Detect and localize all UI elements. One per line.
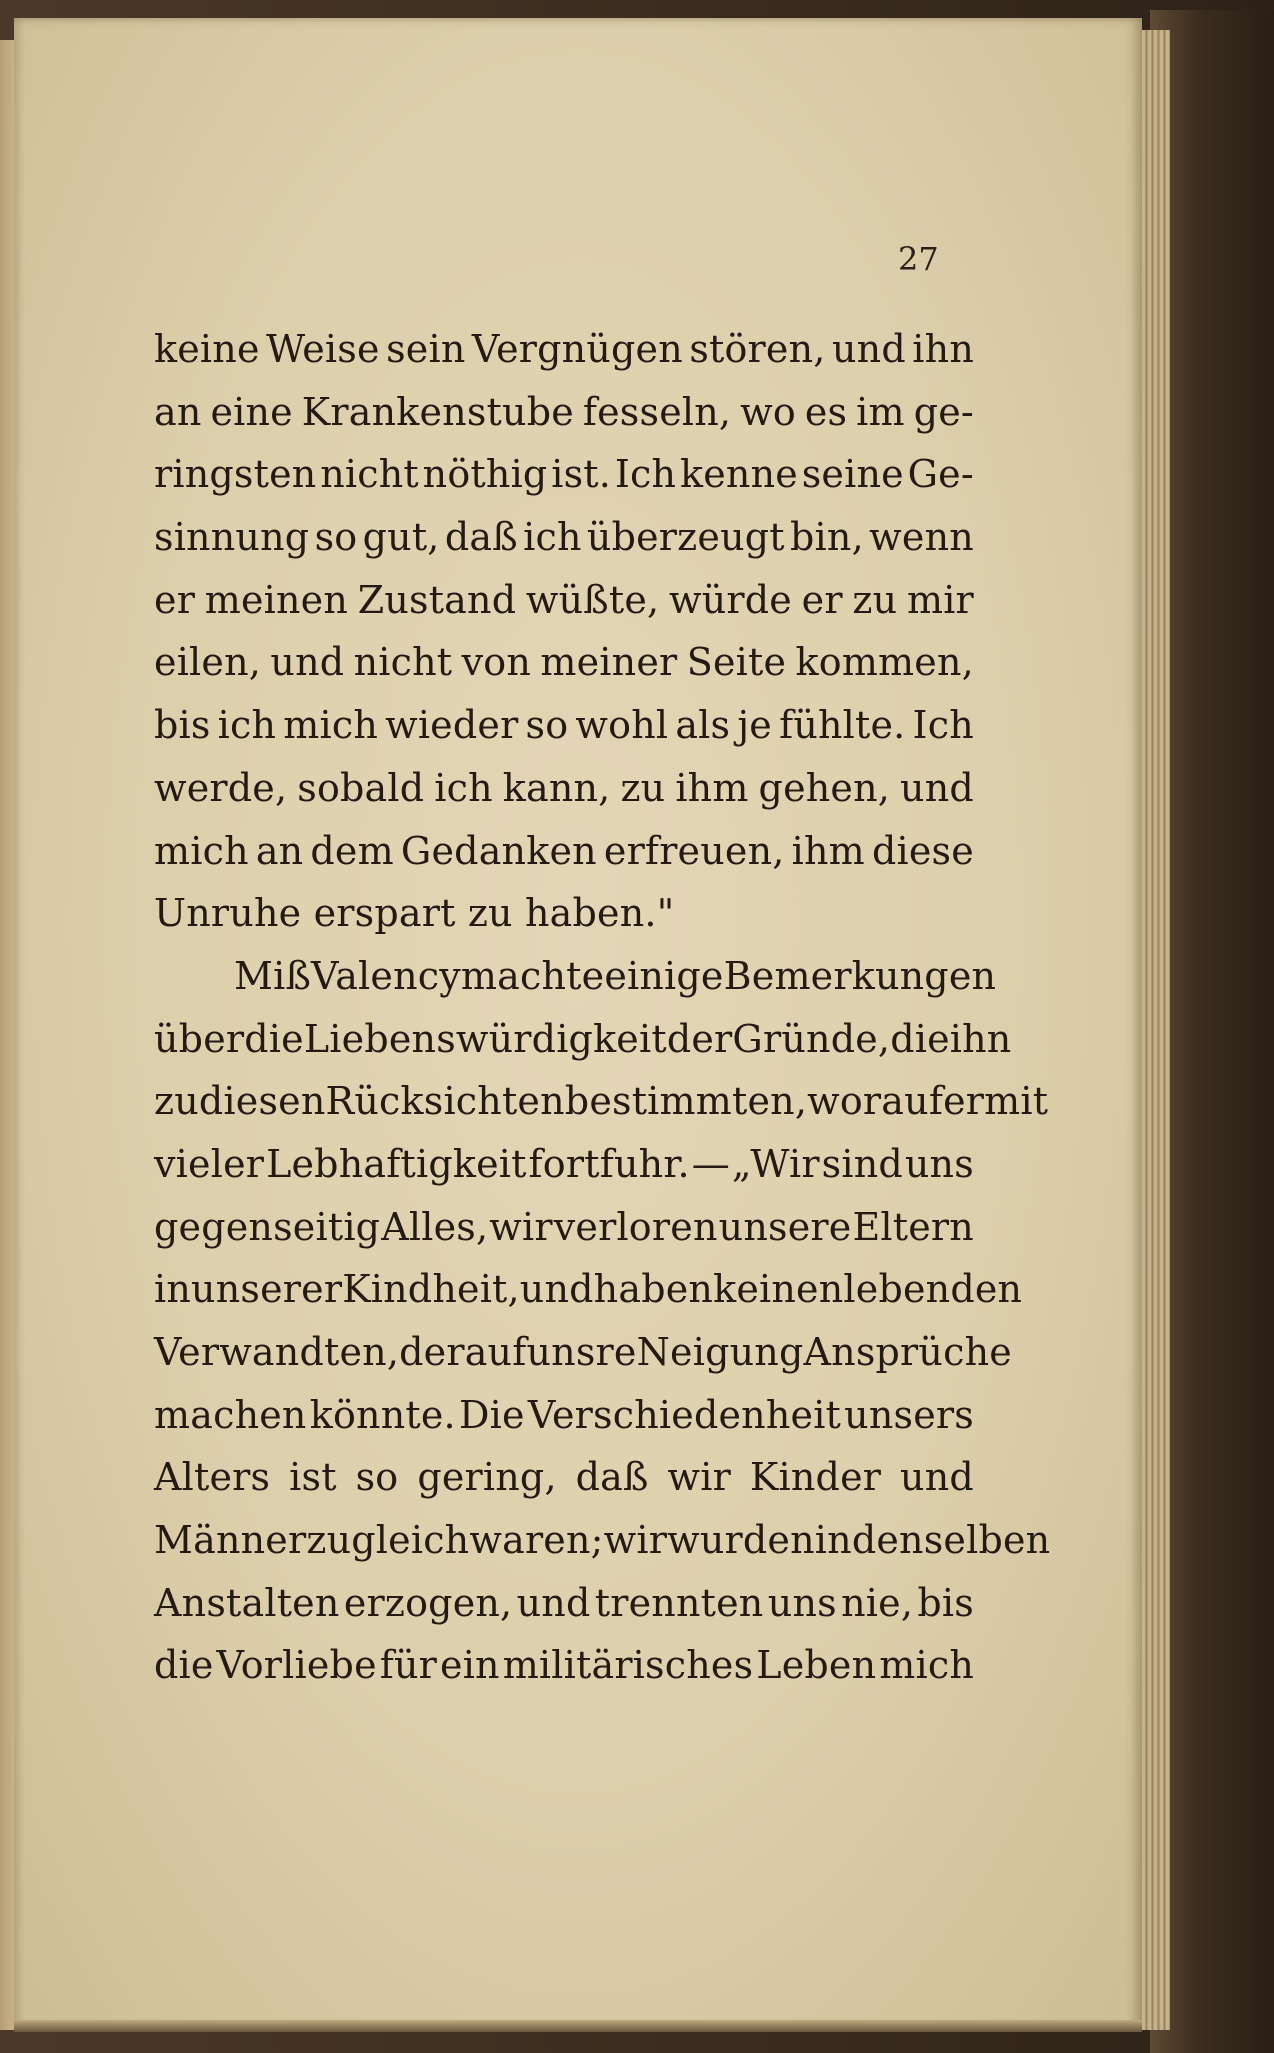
text-line xyxy=(154,631,974,694)
word: einige xyxy=(604,953,724,998)
word: diese xyxy=(871,828,974,873)
word: von xyxy=(461,640,532,685)
word: gut, xyxy=(362,515,440,560)
word: und xyxy=(900,765,974,810)
word: wir xyxy=(603,1518,668,1563)
text-line xyxy=(154,1070,1049,1133)
text-line xyxy=(154,569,974,632)
word: — xyxy=(691,1141,730,1186)
word: Vergnügen xyxy=(471,327,683,371)
word: Weise xyxy=(266,327,380,371)
word: gegenseitig xyxy=(154,1204,381,1249)
word: ihm xyxy=(791,828,865,873)
word: machen xyxy=(154,1392,307,1437)
text-line xyxy=(154,1133,974,1196)
word: Miß xyxy=(234,953,312,998)
word: zu xyxy=(852,577,898,622)
word: dem xyxy=(310,828,394,873)
page-bottom-edge xyxy=(14,2020,1142,2032)
word: bin, xyxy=(790,515,864,560)
word: gering, xyxy=(417,1455,557,1500)
word: Vorliebe xyxy=(216,1643,377,1688)
word: Die xyxy=(458,1392,525,1437)
word: machte xyxy=(460,953,605,998)
word: Eltern xyxy=(852,1204,974,1249)
word: nicht xyxy=(353,640,453,685)
word: auf xyxy=(464,1330,527,1374)
word: Verschiedenheit xyxy=(527,1392,842,1437)
word: ihn xyxy=(912,327,974,371)
word: uns xyxy=(904,1141,974,1186)
word: wenn xyxy=(869,515,974,560)
text-line xyxy=(154,1446,974,1509)
text-line xyxy=(154,945,997,1008)
word: er xyxy=(154,577,196,622)
word: mit xyxy=(984,1079,1049,1124)
word: könnte. xyxy=(309,1392,456,1437)
word: würde xyxy=(669,577,792,622)
word: zugleich xyxy=(306,1518,470,1563)
word: er xyxy=(943,1079,985,1124)
word: fühlte. xyxy=(779,703,906,748)
word: es xyxy=(804,389,848,434)
text-line xyxy=(154,820,974,883)
word: haben xyxy=(593,1267,714,1312)
word: Gedanken xyxy=(400,828,597,873)
text-line xyxy=(154,1509,1051,1572)
word: sind xyxy=(821,1141,903,1186)
word: waren; xyxy=(469,1518,604,1563)
word: als xyxy=(675,703,731,748)
word: unsre xyxy=(526,1330,637,1374)
word: lebenden xyxy=(843,1267,1023,1312)
word: Ich xyxy=(614,452,677,497)
word: zu xyxy=(154,1079,199,1124)
word: gehen, xyxy=(758,765,891,810)
word: ihn xyxy=(949,1016,1012,1061)
word: in xyxy=(814,1518,852,1563)
word: bestimmten, xyxy=(564,1079,808,1124)
text-line xyxy=(154,443,974,506)
word: wo xyxy=(740,389,796,434)
word: mich xyxy=(879,1643,974,1688)
word: und xyxy=(832,327,906,371)
word: denselben xyxy=(851,1518,1051,1563)
word: Bemerkungen xyxy=(723,953,997,998)
word: sobald xyxy=(297,765,425,810)
word: erfreuen, xyxy=(603,828,785,873)
word: ein xyxy=(440,1643,500,1688)
word: fortfuhr. xyxy=(528,1141,690,1186)
word: worauf xyxy=(807,1079,944,1124)
word: meinen xyxy=(204,577,349,622)
word: militärisches xyxy=(502,1643,754,1688)
word: und xyxy=(270,640,345,685)
word: Männer xyxy=(154,1518,307,1563)
text-line xyxy=(154,1258,1023,1321)
word: daß xyxy=(444,515,518,560)
word: zu xyxy=(620,765,666,810)
text-line xyxy=(154,1572,974,1635)
word: „Wir xyxy=(731,1141,820,1186)
word: in xyxy=(154,1267,192,1312)
word: mich xyxy=(283,703,379,748)
word: seine xyxy=(801,452,904,497)
word: so xyxy=(314,515,358,560)
word: unserer xyxy=(191,1267,343,1312)
word: unsere xyxy=(718,1204,852,1249)
text-line xyxy=(154,757,974,820)
word: wüßte, xyxy=(525,577,660,622)
word: die xyxy=(890,1016,950,1061)
word: Verwandten, xyxy=(154,1330,400,1374)
word: Kindheit, xyxy=(342,1267,520,1312)
text-line xyxy=(154,1634,974,1697)
word: je xyxy=(737,703,772,748)
word: eilen, xyxy=(154,640,262,685)
word: verloren xyxy=(553,1204,718,1249)
word: Valency xyxy=(311,953,461,998)
word: ringsten xyxy=(154,452,317,497)
word: und xyxy=(516,1580,591,1625)
word: keinen xyxy=(713,1267,844,1312)
word: wurden xyxy=(667,1518,815,1563)
word: vieler xyxy=(154,1141,265,1186)
word: stören, xyxy=(689,327,826,371)
text-line xyxy=(154,1196,974,1259)
word: Alles, xyxy=(381,1204,489,1249)
text-line xyxy=(154,1008,1012,1071)
word: nicht xyxy=(320,452,419,497)
word: für xyxy=(379,1643,438,1688)
text-line: Unruhe erspart zu haben." xyxy=(154,891,675,936)
word: Neigung xyxy=(636,1330,804,1374)
word: er xyxy=(801,577,843,622)
book-page xyxy=(14,18,1142,2028)
text-line xyxy=(154,381,974,444)
word: mir xyxy=(906,577,974,622)
word: und xyxy=(519,1267,594,1312)
word: so xyxy=(355,1455,399,1500)
word: werde, xyxy=(154,765,288,810)
word: kann, xyxy=(502,765,611,810)
word: unsers xyxy=(844,1392,974,1437)
word: so xyxy=(525,703,569,748)
word: keine xyxy=(154,327,260,371)
word: Alters xyxy=(154,1455,271,1500)
word: trennten xyxy=(594,1580,764,1625)
word: im xyxy=(856,389,905,434)
word: die xyxy=(244,1016,304,1061)
word: überzeugt xyxy=(586,515,785,560)
word: Seite xyxy=(686,640,787,685)
word: sein xyxy=(386,327,466,371)
word: Liebenswürdigkeit xyxy=(303,1016,667,1061)
word: wir xyxy=(667,1455,731,1500)
page-number: 27 xyxy=(898,240,939,278)
word: Rücksichten xyxy=(325,1079,565,1124)
word: ich xyxy=(523,515,582,560)
word: ge- xyxy=(913,389,974,434)
word: nie, xyxy=(841,1580,914,1625)
text-line xyxy=(154,694,974,757)
word: Zustand xyxy=(357,577,517,622)
word: der xyxy=(666,1016,733,1061)
word: Anstalten xyxy=(154,1580,340,1625)
word: Gründe, xyxy=(732,1016,891,1061)
word: an xyxy=(255,828,304,873)
word: die xyxy=(154,1643,214,1688)
word: über xyxy=(154,1016,245,1061)
word: Lebhaftigkeit xyxy=(266,1141,527,1186)
word: sinnung xyxy=(154,515,310,560)
word: ist. xyxy=(551,452,612,497)
body-text xyxy=(154,318,1051,1697)
word: Ge- xyxy=(907,452,974,497)
word: eine xyxy=(210,389,293,434)
text-line xyxy=(154,1321,1012,1384)
word: wir xyxy=(489,1204,553,1249)
word: daß xyxy=(575,1455,649,1500)
word: nöthig xyxy=(422,452,548,497)
word: wohl xyxy=(575,703,669,748)
word: bis xyxy=(154,703,211,748)
word: fesseln, xyxy=(582,389,732,434)
text-line xyxy=(154,318,974,381)
word: ich xyxy=(434,765,493,810)
word: Ich xyxy=(912,703,974,748)
word: kommen, xyxy=(795,640,974,685)
word: bis xyxy=(917,1580,974,1625)
word: Ansprüche xyxy=(803,1330,1012,1374)
word: mich xyxy=(154,828,249,873)
word: an xyxy=(154,389,202,434)
word: kenne xyxy=(679,452,798,497)
word: Leben xyxy=(756,1643,877,1688)
word: Kinder xyxy=(749,1455,882,1500)
word: diesen xyxy=(198,1079,326,1124)
text-line xyxy=(154,1384,974,1447)
word: wieder xyxy=(385,703,519,748)
word: erzogen, xyxy=(343,1580,513,1625)
word: und xyxy=(900,1455,974,1500)
text-line xyxy=(154,506,974,569)
word: ich xyxy=(217,703,277,748)
word: Krankenstube xyxy=(301,389,574,434)
word: ihm xyxy=(675,765,749,810)
word: ist xyxy=(289,1455,337,1500)
word: der xyxy=(399,1330,465,1374)
word: uns xyxy=(767,1580,837,1625)
word: meiner xyxy=(540,640,678,685)
